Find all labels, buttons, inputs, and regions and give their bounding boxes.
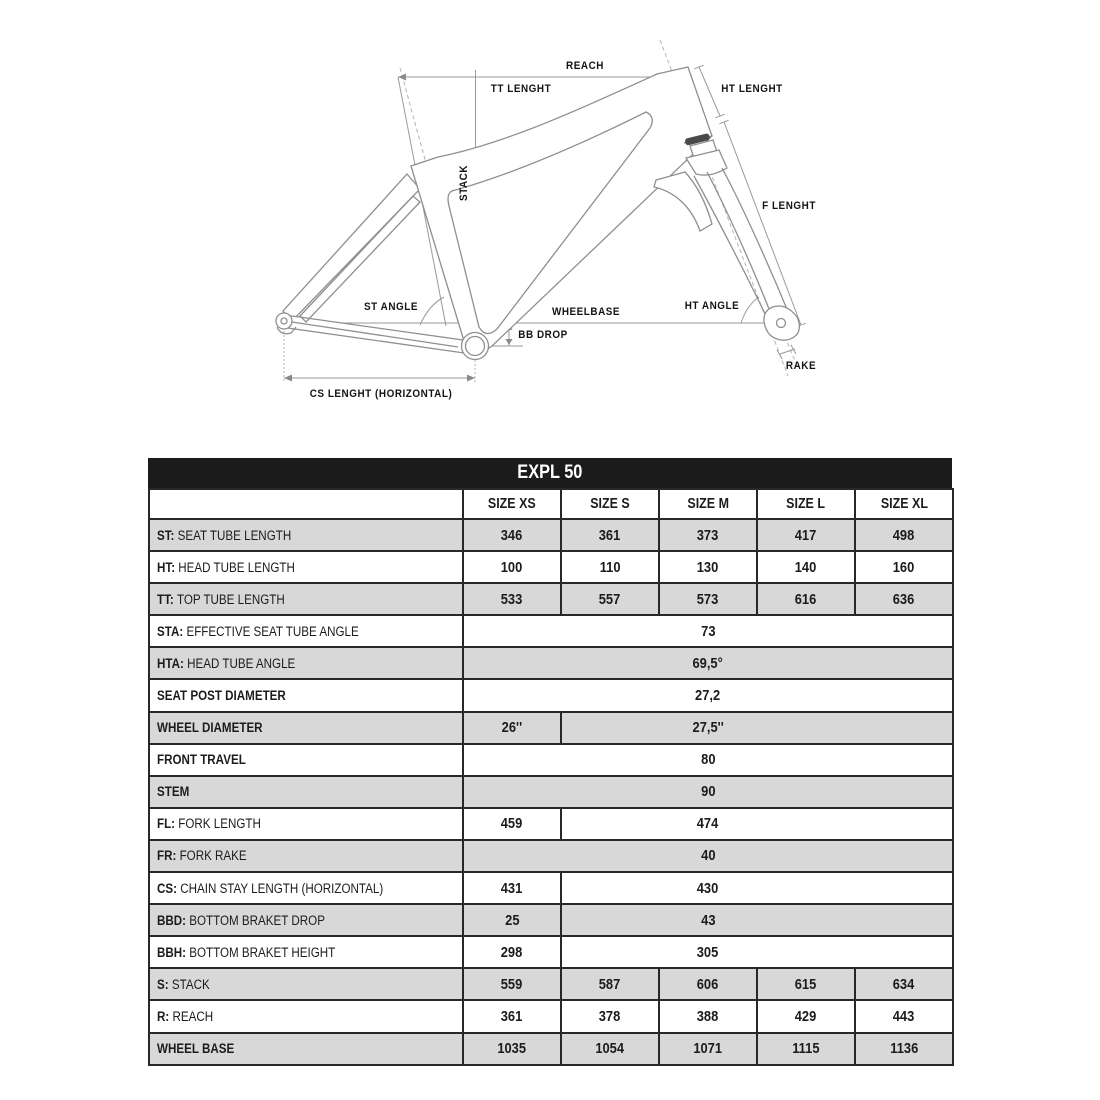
cell-text: 346 (501, 526, 523, 544)
value-cell (561, 1033, 659, 1065)
cell-text (157, 881, 383, 896)
label-tt-length: TT LENGHT (490, 83, 552, 95)
cell-text: 573 (697, 590, 719, 608)
value-cell (463, 936, 561, 968)
cell-text: 615 (795, 975, 817, 993)
cell-text: 361 (599, 526, 621, 544)
value-cell (463, 1033, 561, 1065)
row-label (149, 936, 463, 968)
row-label-text: CHAIN STAY LENGTH (HORIZONTAL) (180, 880, 384, 896)
table-row (149, 744, 953, 776)
row-label-text: REACH (172, 1008, 214, 1024)
row-label-text: FORK LENGTH (178, 816, 261, 832)
row-label-text: TOP TUBE LENGTH (176, 591, 285, 607)
value-cell (659, 1033, 757, 1065)
label-stack: STACK (458, 164, 470, 202)
cell-text (157, 528, 291, 543)
label-reach: REACH (566, 60, 604, 72)
cell-text: 430 (697, 879, 719, 897)
value-cell (463, 904, 561, 936)
row-label (149, 712, 463, 744)
label-rake: RAKE (785, 360, 817, 372)
row-label-text: BOTTOM BRAKET DROP (189, 912, 325, 928)
cell-text: 110 (599, 558, 621, 576)
row-label (149, 968, 463, 1000)
row-label-prefix: BBH: (157, 944, 190, 960)
value-cell (463, 583, 561, 615)
row-label-text: STACK (171, 976, 210, 992)
cell-text: 80 (700, 751, 716, 769)
cell-text: 27,2 (695, 687, 721, 705)
cell-text (157, 848, 247, 863)
value-cell (561, 712, 953, 744)
value-cell (561, 551, 659, 583)
cell-text: 100 (501, 558, 523, 576)
cell-text: 305 (697, 943, 719, 961)
cell-text: SIZE XL (880, 496, 928, 512)
row-label-prefix: STA: (157, 623, 187, 639)
bike-frame-drawing (0, 0, 1100, 450)
cell-text (157, 945, 335, 960)
cell-text: 1136 (889, 1040, 918, 1058)
row-label-prefix: CS: (157, 880, 181, 896)
cell-text: 431 (501, 879, 523, 897)
table-row (149, 583, 953, 615)
cell-text: 459 (501, 815, 523, 833)
row-label-text: HEAD TUBE ANGLE (187, 655, 296, 671)
cell-text: 40 (700, 847, 716, 865)
size-column-header (757, 489, 855, 519)
table-row (149, 872, 953, 904)
cell-text: 130 (697, 558, 719, 576)
size-header-row (149, 489, 953, 519)
cell-text: 388 (697, 1007, 719, 1025)
label-st-angle: ST ANGLE (363, 301, 419, 313)
value-cell (659, 583, 757, 615)
value-cell (463, 872, 561, 904)
cell-text: 298 (501, 943, 523, 961)
table-row (149, 968, 953, 1000)
table-row (149, 712, 953, 744)
value-cell (463, 808, 561, 840)
value-cell (855, 1000, 953, 1032)
table-row (149, 808, 953, 840)
value-cell (855, 519, 953, 551)
cell-text: 533 (501, 590, 523, 608)
table-row (149, 1000, 953, 1032)
value-cell (757, 1000, 855, 1032)
label-bb-drop: BB DROP (518, 329, 568, 341)
corner-cell (149, 489, 463, 519)
cell-text: 26'' (501, 719, 523, 737)
cell-text: 587 (599, 975, 621, 993)
row-label (149, 904, 463, 936)
value-cell (463, 840, 953, 872)
row-label-text: EFFECTIVE SEAT TUBE ANGLE (186, 623, 359, 639)
value-cell (757, 583, 855, 615)
value-cell (463, 615, 953, 647)
label-f-length: F LENGHT (762, 200, 816, 212)
value-cell (561, 904, 953, 936)
value-cell (561, 583, 659, 615)
table-row (149, 776, 953, 808)
cell-text: 474 (697, 815, 719, 833)
cell-text: 606 (697, 975, 719, 993)
table-row (149, 615, 953, 647)
cell-text (157, 656, 295, 671)
value-cell (855, 583, 953, 615)
table-row (149, 647, 953, 679)
cell-text: 27,5'' (692, 719, 724, 737)
cell-text (157, 592, 285, 607)
size-column-header (659, 489, 757, 519)
value-cell (659, 551, 757, 583)
value-cell (659, 1000, 757, 1032)
row-label-prefix: FR: (157, 848, 180, 864)
cell-text: 43 (700, 911, 716, 929)
row-label-prefix: ST: (157, 527, 178, 543)
cell-text: SIZE L (786, 496, 826, 512)
value-cell (561, 1000, 659, 1032)
cell-text: 616 (795, 590, 817, 608)
value-cell (561, 968, 659, 1000)
cell-text: 1071 (693, 1040, 723, 1058)
cell-text: 498 (893, 526, 915, 544)
value-cell (463, 968, 561, 1000)
cell-text: SIZE M (687, 496, 729, 512)
geometry-table (148, 458, 952, 1066)
cell-text: 378 (599, 1007, 621, 1025)
value-cell (757, 1033, 855, 1065)
value-cell (463, 551, 561, 583)
row-label (149, 1000, 463, 1032)
cell-text (157, 752, 246, 767)
size-column-header (561, 489, 659, 519)
row-label-prefix: R: (157, 1008, 173, 1024)
label-ht-length: HT LENGHT (721, 83, 783, 95)
cell-text (157, 560, 295, 575)
value-cell (855, 968, 953, 1000)
cell-text: 559 (501, 975, 523, 993)
value-cell (463, 647, 953, 679)
row-label (149, 679, 463, 711)
size-column-header (855, 489, 953, 519)
row-label (149, 776, 463, 808)
value-cell (855, 551, 953, 583)
label-ht-angle: HT ANGLE (684, 300, 740, 312)
row-label (149, 744, 463, 776)
table-title (148, 458, 952, 488)
cell-text (157, 816, 261, 831)
cell-text: 429 (795, 1007, 817, 1025)
value-cell (561, 519, 659, 551)
label-wheelbase: WHEELBASE (551, 306, 621, 318)
value-cell (463, 1000, 561, 1032)
row-label-text: HEAD TUBE LENGTH (178, 559, 295, 575)
row-label (149, 840, 463, 872)
row-label-text: SEAT TUBE LENGTH (177, 527, 292, 543)
table-row (149, 904, 953, 936)
value-cell (463, 679, 953, 711)
row-label-text: SEAT POST DIAMETER (157, 688, 286, 704)
cell-text: 361 (501, 1007, 523, 1025)
row-label-prefix: HT: (157, 559, 179, 575)
cell-text: 373 (697, 526, 719, 544)
geometry-table-grid (148, 488, 954, 1066)
cell-text (157, 720, 263, 735)
cell-text: 557 (599, 590, 621, 608)
cell-text (157, 688, 286, 703)
table-row (149, 551, 953, 583)
cell-text: 73 (700, 622, 716, 640)
cell-text: 1115 (792, 1040, 820, 1058)
value-cell (757, 968, 855, 1000)
cell-text (157, 913, 325, 928)
value-cell (855, 1033, 953, 1065)
row-label-prefix: S: (157, 976, 172, 992)
value-cell (757, 551, 855, 583)
cell-text: 417 (795, 526, 817, 544)
cell-text: 443 (893, 1007, 915, 1025)
row-label-text: WHEEL BASE (157, 1041, 235, 1057)
row-label-text: STEM (157, 784, 190, 800)
row-label (149, 647, 463, 679)
cell-text: 1035 (497, 1040, 527, 1058)
cell-text: 69,5° (692, 654, 724, 672)
cell-text (157, 977, 210, 992)
size-column-header (463, 489, 561, 519)
cell-text: 90 (700, 783, 716, 801)
row-label-prefix: FL: (157, 816, 179, 832)
table-row (149, 1033, 953, 1065)
table-row (149, 679, 953, 711)
row-label-text: FORK RAKE (179, 848, 247, 864)
value-cell (659, 519, 757, 551)
cell-text: 25 (504, 911, 520, 929)
table-row (149, 936, 953, 968)
row-label-prefix: BBD: (157, 912, 190, 928)
cell-text: 1054 (595, 1040, 625, 1058)
value-cell (561, 872, 953, 904)
bike-geometry-diagram (0, 0, 1100, 450)
row-label-text: FRONT TRAVEL (157, 752, 246, 768)
table-row (149, 519, 953, 551)
cell-text: 160 (893, 558, 915, 576)
value-cell (463, 712, 561, 744)
value-cell (463, 519, 561, 551)
value-cell (561, 936, 953, 968)
value-cell (757, 519, 855, 551)
cell-text: 140 (795, 558, 817, 576)
row-label-text: WHEEL DIAMETER (157, 720, 263, 736)
cell-text (157, 784, 189, 799)
value-cell (561, 808, 953, 840)
cell-text: 634 (893, 975, 915, 993)
row-label (149, 872, 463, 904)
cell-text: 636 (893, 590, 915, 608)
cell-text: SIZE XS (488, 496, 536, 512)
row-label-text: BOTTOM BRAKET HEIGHT (189, 944, 336, 960)
cell-text (157, 1009, 213, 1024)
row-label (149, 583, 463, 615)
row-label (149, 1033, 463, 1065)
value-cell (463, 744, 953, 776)
cell-text: SIZE S (590, 496, 630, 512)
value-cell (659, 968, 757, 1000)
row-label-prefix: TT: (157, 591, 177, 607)
table-row (149, 840, 953, 872)
table-title-text: EXPL 50 (517, 462, 583, 483)
row-label (149, 808, 463, 840)
cell-text (157, 1041, 234, 1056)
row-label (149, 519, 463, 551)
row-label (149, 615, 463, 647)
label-cs-length: CS LENGHT (HORIZONTAL) (309, 388, 453, 400)
row-label (149, 551, 463, 583)
value-cell (463, 776, 953, 808)
row-label-prefix: HTA: (157, 655, 188, 671)
cell-text (157, 624, 359, 639)
